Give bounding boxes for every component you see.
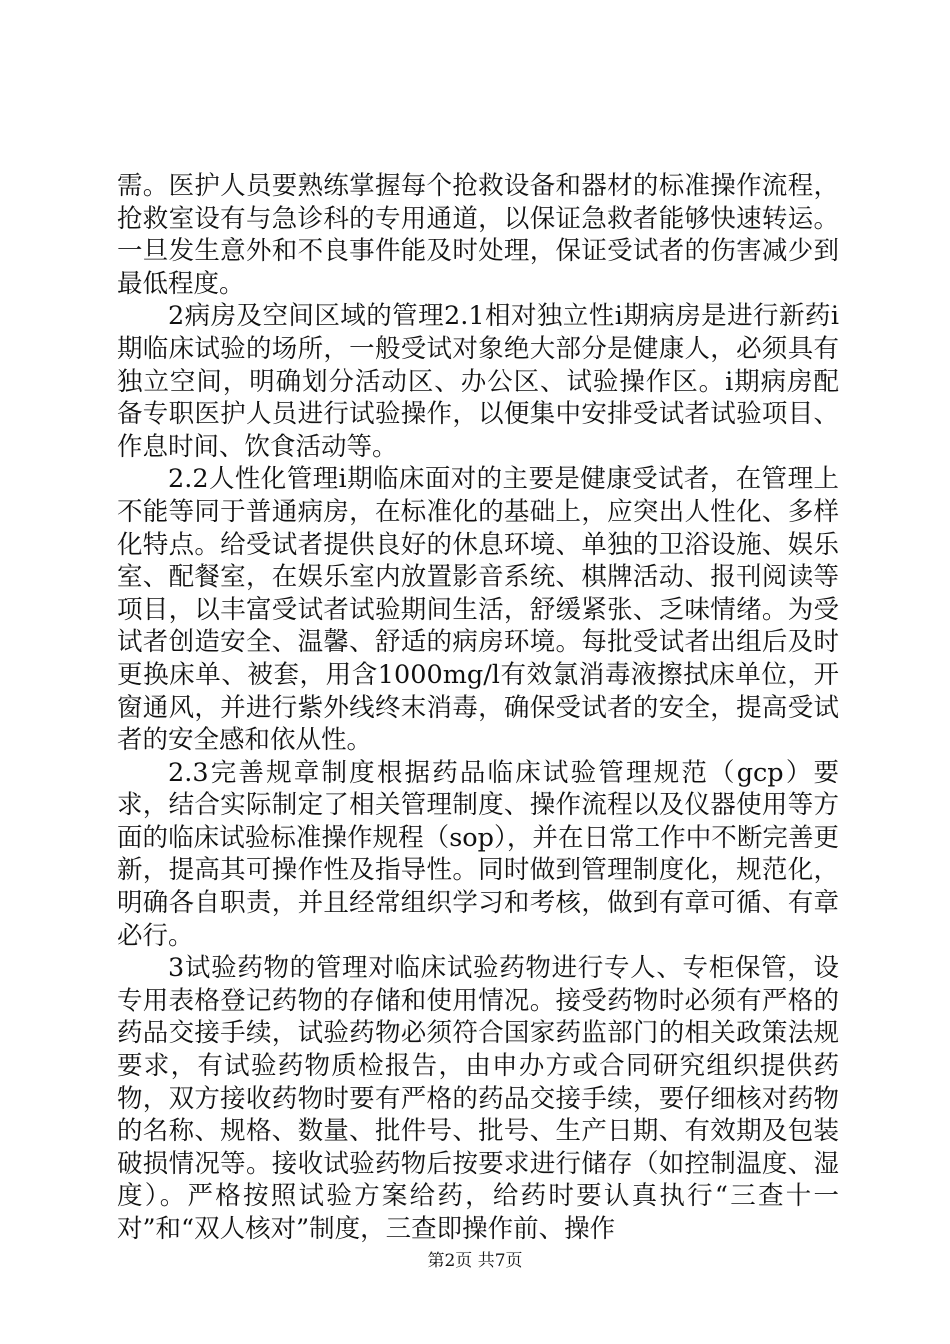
- document-body: [117, 170, 839, 1246]
- paragraph-ward-management: 2病房及空间区域的管理2.1相对独立性i期病房是进行新药i期临床试验的场所，一般受试对象绝大部分是健康人，必须具有独立空间，明确划分活动区、办公区、试验操作区。i期病房配备专职医护人员进行试验操作，以便集中安排受试者试验项目、作息时间、饮食活动等。: [117, 301, 839, 462]
- paragraph-continuation: 需。医护人员要熟练掌握每个抢救设备和器材的标准操作流程，抢救室设有与急诊科的专用通道，以保证急救者能够快速转运。一旦发生意外和不良事件能及时处理，保证受试者的伤害减少到最低程度。: [117, 171, 839, 299]
- paragraph-humanized-management: 2.2人性化管理i期临床面对的主要是健康受试者，在管理上不能等同于普通病房，在标准化的基础上，应突出人性化、多样化特点。给受试者提供良好的休息环境、单独的卫浴设施、娱乐室、配餐室，在娱乐室内放置影音系统、棋牌活动、报刊阅读等项目，以丰富受试者试验期间生活，舒缓紧张、乏味情绪。为受试者创造安全、温馨、舒适的病房环境。每批受试者出组后及时更换床单、被套，用含1000mg/l有效氯消毒液擦拭床单位，开窗通风，并进行紫外线终末消毒，确保受试者的安全，提高受试者的安全感和依从性。: [117, 464, 839, 756]
- page-footer: 第2页 共7页: [427, 1251, 523, 1271]
- paragraph-drug-management: 3试验药物的管理对临床试验药物进行专人、专柜保管，设专用表格登记药物的存储和使用情况。接受药物时必须有严格的药品交接手续，试验药物必须符合国家药监部门的相关政策法规要求，有试验药物质检报告，由申办方或合同研究组织提供药物，双方接收药物时要有严格的药品交接手续，要仔细核对药物的名称、规格、数量、批件号、批号、生产日期、有效期及包装破损情况等。接收试验药物后按要求进行储存（如控制温度、湿度）。严格按照试验方案给药，给药时要认真执行“三查十一对”和“双人核对”制度，三查即操作前、操作: [117, 953, 839, 1244]
- paragraph-rules-regulations: 2.3完善规章制度根据药品临床试验管理规范（gcp）要求，结合实际制定了相关管理制度、操作流程以及仪器使用等方面的临床试验标准操作规程（sop），并在日常工作中不断完善更新，提高其可操作性及指导性。同时做到管理制度化，规范化，明确各自职责，并且经常组织学习和考核，做到有章可循、有章必行。: [117, 757, 839, 951]
